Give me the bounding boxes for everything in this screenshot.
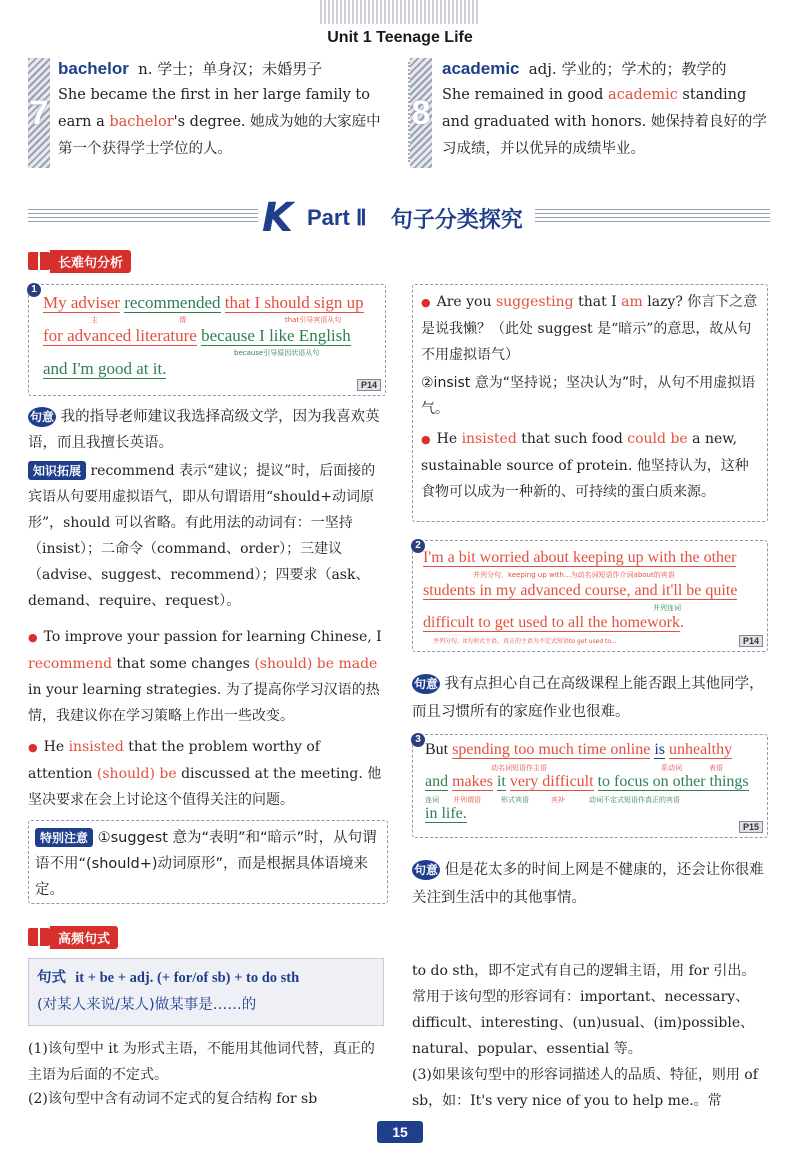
annotation: 连词 [425,796,439,804]
s3-verb2: makes [452,773,493,790]
s1-verb: recommended [124,293,221,312]
s3-subject: spending too much time online [452,741,651,758]
r1-example-2: ● He insisted that such food could be a new, sustainable source of protein. 他坚持认为，这种食物可以成为一种新的、可持续的蛋白质来源。 [421,431,749,500]
sentence-number: 1 [27,283,41,297]
vocab-definition: n. 学士；单身汉；未婚男子 [138,60,323,78]
freq-point-2: (2)该句型中含有动词不定式的复合结构 for sb [28,1091,318,1107]
book-icon [28,928,50,946]
formula-box [28,958,384,1026]
note-tag: 特别注意 [35,828,93,847]
s1-example-1: ● To improve your passion for learning Chinese, I recommend that some changes (should) be made in your learning strategies. 为了提高你学习汉语的热情，我建议你在学习策略上作出一些改变。 [28,629,382,724]
vocab-word: bachelor [58,59,129,78]
annotation: that引导宾语从句 [285,316,342,324]
s3-formal-object: it [496,773,506,790]
vocab-example: She remained in good academic standing and graduated with honors. 她保持着良好的学习成绩，并以优异的成绩毕业。 [442,87,767,157]
vocab-entry-academic [442,58,767,168]
annotation: 表语 [709,764,723,772]
part-title [262,195,523,241]
section-tag-freq: 高频句式 [28,926,118,948]
s1-line2a: for advanced literature [43,326,197,345]
s1-line3: and I'm good at it. [43,359,167,378]
part-heading: 句子分类探究 [390,207,523,233]
sentence-box-3: 3 But spending too much time online is unhealthy 动名词短语作主语 系动词 表语 and makes it very difficult to focus on other things 连词 并列谓语 形式宾语 宾补 动词不定式短语作真正的宾语 in life. P15 [412,734,768,838]
special-note: 特别注意 ①suggest 意为“表明”和“暗示”时，从句谓语不用“(should+)动词原形”，而是根据具体语境来定。 [28,820,388,904]
freq-point-1: (1)该句型中 it 为形式主语，不能用其他词代替，真正的主语为后面的不定式。 [28,1041,375,1083]
r1-insist-note: ②insist 意为“坚持说；坚决认为”时，从句不用虚拟语气。 [421,375,756,417]
s3-complement: very difficult [509,773,594,790]
annotation: because引导原因状语从句 [234,349,320,357]
translation-icon: 句意 [412,674,440,694]
translation-icon: 句意 [412,860,440,880]
vocab-definition: adj. 学业的；学术的；教学的 [528,60,727,78]
annotation: 形式宾语 [501,796,529,804]
s2-line2a: students in my advanced course [423,582,627,599]
part-k-logo: K [262,195,291,241]
s2-line3: difficult to get used to all the homework [423,614,680,631]
banner-rule-left [28,206,258,222]
sentence-box-1 [28,284,386,396]
annotation: 并列谓语 [453,796,481,804]
s1-translation: 句意 我的指导老师建议我选择高级文学，因为我喜欢英语，而且我擅长英语。 [28,409,380,451]
vocab-number-badge: 7 [28,58,50,168]
extension-tag: 知识拓展 [28,461,86,480]
annotation: 并列分句，it为形式主语，真正的主语为不定式短语to get used to... [433,638,617,645]
sentence-number: 3 [411,733,425,747]
vocab-number-badge: 8 [410,58,432,168]
annotation: 动名词短语作主语 [491,764,547,772]
sentence-number: 2 [411,539,425,553]
s3-predicative: unhealthy [669,741,733,758]
knowledge-extension: 知识拓展 recommend 表示“建议；提议”时，后面接的宾语从句要用虚拟语气，即从句谓语用“should+动词原形”，should 可以省略。有此用法的动词有：一坚持（insist）；二命令（command、order）；三建议（advise、suggest、recommend）；四要求（ask、demand、require、request）。 [28,463,376,609]
formula: it + be + adj. (+ for/of sb) + to do sth [75,970,300,986]
s1-example-2: ● He insisted that the problem worthy of attention (should) be discussed at the meeting. 他坚决要求在会上讨论这个值得关注的问题。 [28,739,382,808]
freq-point-3: (3)如果该句型中的形容词描述人的品质、特征，则用 of sb，如：It's very nice of you to help me.。常 [412,1067,758,1109]
s1-line2b: because I like English [201,326,351,345]
s2-translation: 句意 我有点担心自己在高级课程上能否跟上其他同学，而且习惯所有的家庭作业也很难。 [412,676,764,720]
page-ref: P14 [357,379,381,391]
annotation: 主 [91,316,98,324]
s3-conjunction: and [425,773,449,790]
formula-label: 句式 [37,970,66,986]
annotation: 谓 [179,316,186,324]
formula-meaning: (对某人来说/某人)做某事是……的 [37,997,257,1013]
part-label: Part Ⅱ [307,205,367,230]
page-ref: P15 [739,821,763,833]
section-tag-long: 长难句分析 [28,250,131,272]
s3-link-verb: is [654,741,665,758]
s3-line3: in life. [425,805,467,822]
annotation: 宾补 [551,796,565,804]
s2-line2b: , and it'll be quite [626,582,738,599]
s2-line1: I'm a bit worried about keeping up with the other [423,549,737,566]
annotation: 并列连词 [653,604,681,612]
s1-object: that I should sign up [224,293,364,312]
right-examples-box [412,284,768,522]
page-number: 15 [377,1121,423,1143]
translation-icon: 句意 [28,407,56,427]
header-decoration [320,0,480,24]
s3-real-object: to focus on other things [597,773,749,790]
s1-subject: My adviser [43,293,120,312]
annotation: 动词不定式短语作真正的宾语 [589,796,680,804]
vocab-entry-bachelor [58,58,388,168]
annotation: 系动词 [661,764,682,772]
vocab-example: She became the first in her large family to earn a bachelor's degree. 她成为她的大家庭中第一个获得学士学位的人。 [58,87,381,157]
freq-right-1: to do sth，即不定式有自己的逻辑主语，用 for 引出。常用于该句型的形容词有：important、necessary、difficult、interesting、(un)usual、(im)possible、natural、popular、essential 等。 [412,963,756,1057]
unit-title: Unit 1 Teenage Life [327,29,473,46]
s3-translation: 句意 但是花太多的时间上网是不健康的，还会让你很难关注到生活中的其他事情。 [412,862,764,906]
book-icon [28,252,50,270]
annotation: 并列分句，keeping up with...为动名词短语作介词about的宾语 [473,571,675,579]
banner-rule-right [535,206,770,222]
r1-example-1: ● Are you suggesting that I am lazy? 你言下之意是说我懒？（此处 suggest 是“暗示”的意思，故从句不用虚拟语气） [421,294,758,363]
vocab-word: academic [442,59,520,78]
page-ref: P14 [739,635,763,647]
sentence-box-2: 2 I'm a bit worried about keeping up with the other 并列分句，keeping up with...为动名词短语作介词about的宾语 students in my advanced course, and it'll be quite 并列连词 difficult to get used to all the homework. 并列分句，it为形式主语，真正的主语为不定式短语to get used to... P14 [412,540,768,652]
